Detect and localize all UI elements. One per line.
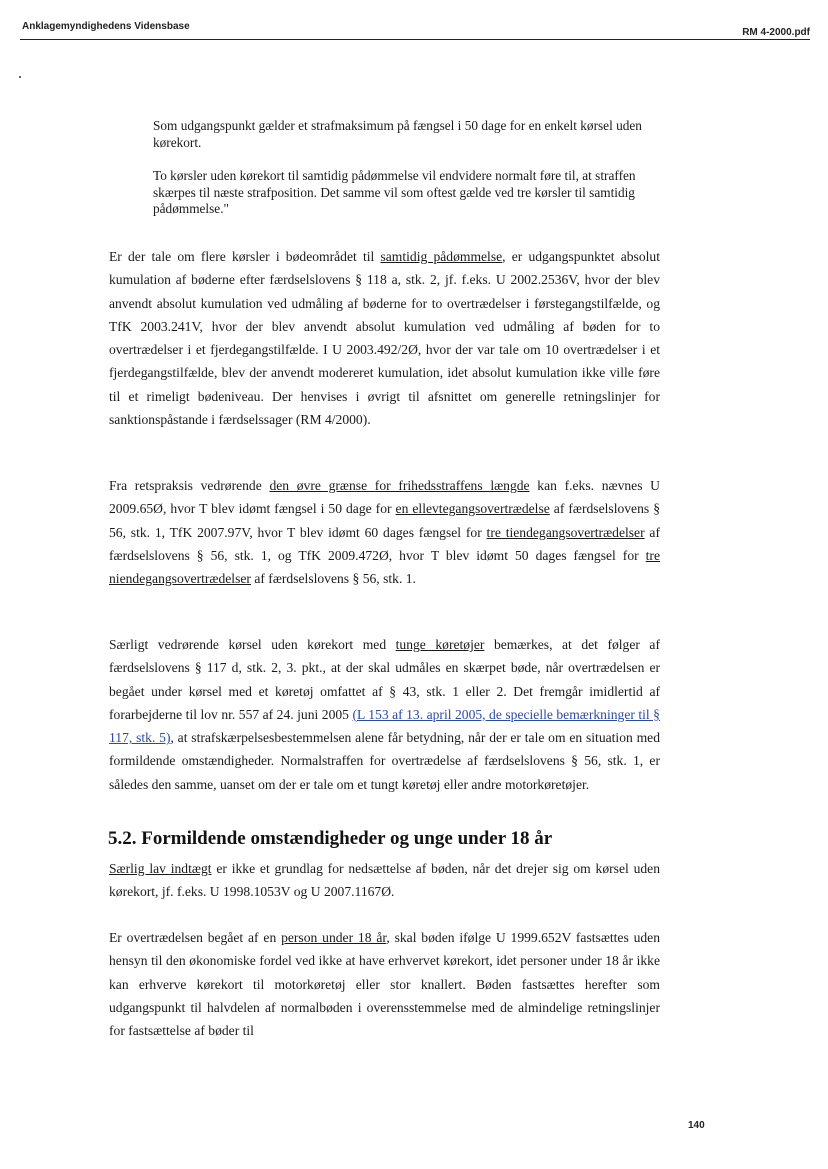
scan-speck — [19, 76, 21, 78]
text: af færdselslovens § 56, stk. 1, TfK 2007.97V, hvor T blev idømt 60 dages fængsel for — [109, 501, 660, 540]
header-source-title: Anklagemyndighedens Vidensbase — [22, 21, 190, 32]
link-tunge-koretojer[interactable]: tunge køretøjer — [395, 637, 485, 652]
text: , skal bøden ifølge U 1999.652V fastsættes uden hensyn til den økonomiske fordel ved ikke at have erhvervet kørekort, idet personer under 18 år ikke kan erhverve kørekort til motorkøretøj eller stor knallert. Bøden fastsættes herefter som udgangspunkt til halvdelen af normalbøden i overensstemmelse med de almindelige retningslinjer for fastsættelse af bøder til — [109, 930, 661, 1039]
text: af færdselslovens § 56, stk. 1. — [250, 571, 416, 587]
page-number: 140 — [688, 1120, 705, 1131]
text: er ikke et grundlag for nedsættelse af bøden, når det drejer sig om kørsel uden kørekort, jf. f.eks. U 1998.1053V og U 2007.1167Ø. — [109, 861, 660, 900]
text: , er udgangspunktet absolut kumulation af bøderne efter færdselslovens § 118 a, stk. 2, jf. f.eks. U 2002.2536V, hvor der blev anvendt absolut kumulation ved udmåling af bøderne for to overtrædelser i førstegangstilfælde, og TfK 2003.241V, hvor der blev anvendt absolut kumulation ved udmåling af bøden for to overtrædelser i et fjerdegangstilfælde. I U 2003.492/2Ø, hvor der var tale om 10 overtrædelser i et fjerdegangstilfælde, blev der anvendt modereret kumulation, idet absolut kumulation ikke ville føre til et rimeligt bødeniveau. Der henvises i øvrigt til afsnittet om generelle retningslinjer for sanktionspåstande i færdselssager (RM 4/2000). — [109, 249, 660, 428]
quote-text-1: Som udgangspunkt gælder et strafmaksimum på fængsel i 50 dage for en enkelt kørsel uden kørekort. — [153, 118, 642, 150]
text: bemærkes, at det følger af færdselslovens § 117 d, stk. 2, 3. pkt., at der skal udmåles en skærpet bøde, når overtrædelsen er begået under kørsel med et køretøj omfattet af § 43, stk. 1 eller 2. Det fremgår imidlertid af forarbejderne til lov nr. 557 af 24. juni 2005 — [109, 637, 660, 722]
header-rule — [20, 39, 810, 40]
link-ellevtegang[interactable]: en ellevtegangsovertrædelse — [395, 501, 550, 517]
paragraph-low-income — [109, 857, 660, 904]
paragraph-case-law — [109, 474, 660, 590]
text: , at strafskærpelsesbestemmelsen alene får betydning, når der er tale om en situation med formildende omstændigheder. Normalstraffen for overtrædelse af færdselslovens § 56, stk. 1, er således den samme, uanset om der er tale om et tungt køretøj eller andre motorkøretøjer. — [109, 730, 661, 792]
text: af færdselslovens § 56, stk. 1, og TfK 2009.472Ø, hvor T blev idømt 50 dages fængsel for — [109, 524, 660, 563]
link-person-under-18[interactable]: person under 18 år — [281, 930, 387, 945]
text: Er overtrædelsen begået af en — [109, 930, 282, 945]
link-niendegang[interactable]: tre niendegangsovertrædelser — [109, 547, 660, 587]
link-samtidig-padommelse[interactable]: samtidig pådømmelse — [380, 249, 503, 264]
quote-paragraph-1 — [153, 118, 665, 151]
text: Fra retspraksis vedrørende — [109, 478, 270, 493]
link-l153-bemaerkninger[interactable]: (L 153 af 13. april 2005, de specielle bemærkninger til § 117, stk. 5) — [109, 706, 660, 746]
paragraph-under-18 — [109, 926, 660, 1042]
text: Særligt vedrørende kørsel uden kørekort med — [109, 637, 396, 652]
quote-text-2: To kørsler uden kørekort til samtidig pådømmelse vil endvidere normalt føre til, at straffen skærpes til næste strafposition. Det samme vil som oftest gælde ved tre kørsler til samtidig pådømmelse." — [153, 168, 636, 216]
section-heading-5-2: 5.2. Formildende omstændigheder og unge under 18 år — [108, 828, 553, 849]
paragraph-cumulation — [109, 245, 660, 431]
header-file-name: RM 4-2000.pdf — [742, 27, 810, 38]
link-ovre-graense[interactable]: den øvre grænse for frihedsstraffens længde — [269, 478, 530, 493]
text: Er der tale om flere kørsler i bødeområdet til — [109, 249, 381, 264]
quote-paragraph-2 — [153, 168, 665, 218]
link-saerlig-lav-indtaegt[interactable]: Særlig lav indtægt — [109, 861, 212, 876]
paragraph-heavy-vehicles — [109, 633, 660, 796]
link-tiendegang[interactable]: tre tiendegangsovertrædelser — [486, 524, 645, 540]
text: kan f.eks. nævnes U 2009.65Ø, hvor T blev idømt fængsel i 50 dage for — [109, 478, 660, 517]
